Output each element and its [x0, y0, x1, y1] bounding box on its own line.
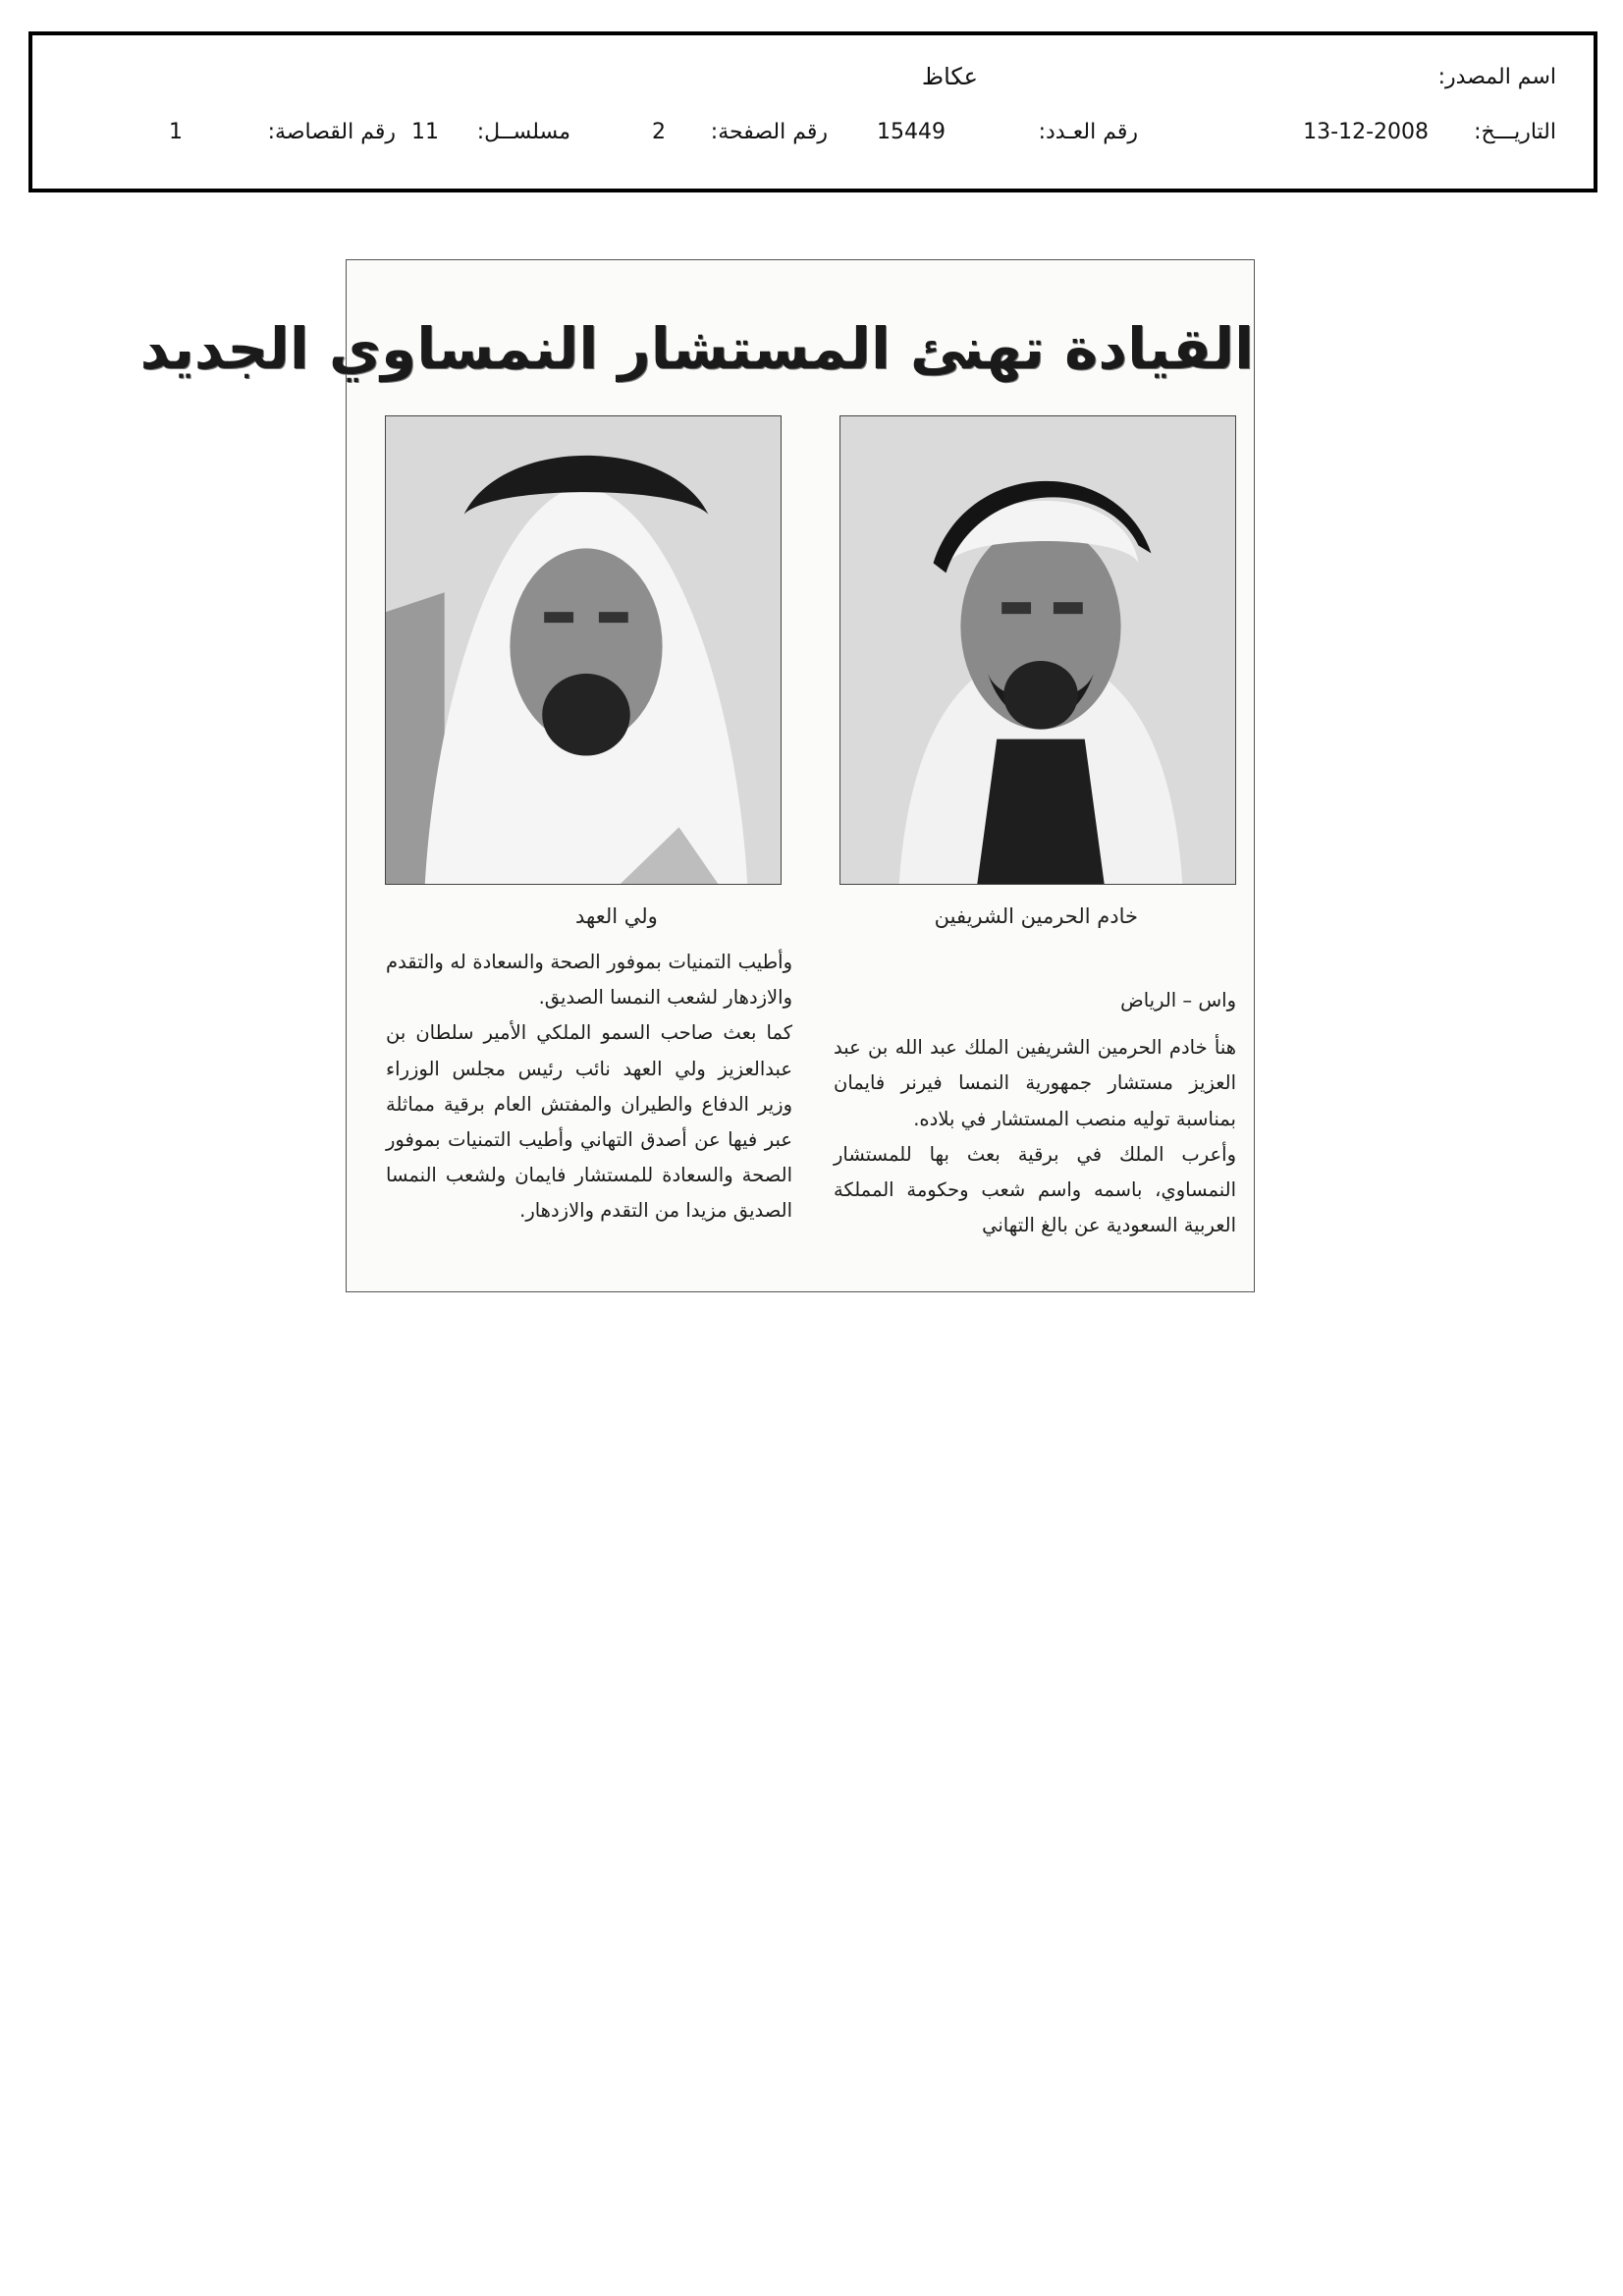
king-portrait-photo [839, 415, 1236, 885]
source-label: اسم المصدر: [1437, 65, 1556, 89]
portrait-photo-icon [840, 416, 1235, 884]
article-paragraph: هنأ خادم الحرمين الشريفين الملك عبد الله بن عبد العزيز مستشار جمهورية النمسا فيرنر فايمان بمناسبة توليه منصب المستشار في بلاده. [834, 1036, 1236, 1130]
article-headline: القيادة تهنئ المستشار النمساوي الجديد [139, 315, 1254, 382]
newspaper-clipping [139, 259, 1255, 1292]
article-dateline: واس – الرياض [1120, 989, 1236, 1011]
clipping-info-header [28, 31, 1597, 192]
page-value: 2 [652, 120, 666, 144]
page-label: رقم الصفحة: [710, 120, 828, 144]
article-paragraph: كما بعث صاحب السمو الملكي الأمير سلطان بن عبدالعزيز ولي العهد نائب رئيس مجلس الوزراء وزير الدفاع والطيران والمفتش العام برقية مماثلة عبر فيها عن أصدق التهاني وأطيب التمنيات بموفور الصحة والسعادة للمستشار فايمان ولشعب النمسا الصديق مزيدا من التقدم والازدهار. [386, 1021, 792, 1223]
clip-number-value: 1 [169, 120, 183, 144]
clip-number-label: رقم القصاصة: [267, 120, 396, 144]
date-value: 13-12-2008 [1303, 120, 1429, 144]
serial-value: 11 [411, 120, 439, 144]
issue-value: 15449 [877, 120, 946, 144]
issue-label: رقم العـدد: [1038, 120, 1138, 144]
article-column-right [834, 983, 1236, 1243]
article-column-left [386, 945, 792, 1230]
article-paragraph: وأطيب التمنيات بموفور الصحة والسعادة له والتقدم والازدهار لشعب النمسا الصديق. [386, 951, 792, 1010]
crown-prince-portrait-photo [385, 415, 782, 885]
crown-prince-photo-caption: ولي العهد [575, 904, 658, 928]
portrait-photo-icon [386, 416, 781, 884]
serial-label: مسلســل: [476, 120, 570, 144]
date-label: التاريـــخ: [1474, 120, 1556, 144]
article-paragraph: وأعرب الملك في برقية بعث بها للمستشار النمساوي، باسمه واسم شعب وحكومة المملكة العربية السعودية عن بالغ التهاني [834, 1142, 1236, 1237]
king-photo-caption: خادم الحرمين الشريفين [934, 904, 1138, 928]
source-value: عكاظ [921, 63, 978, 90]
